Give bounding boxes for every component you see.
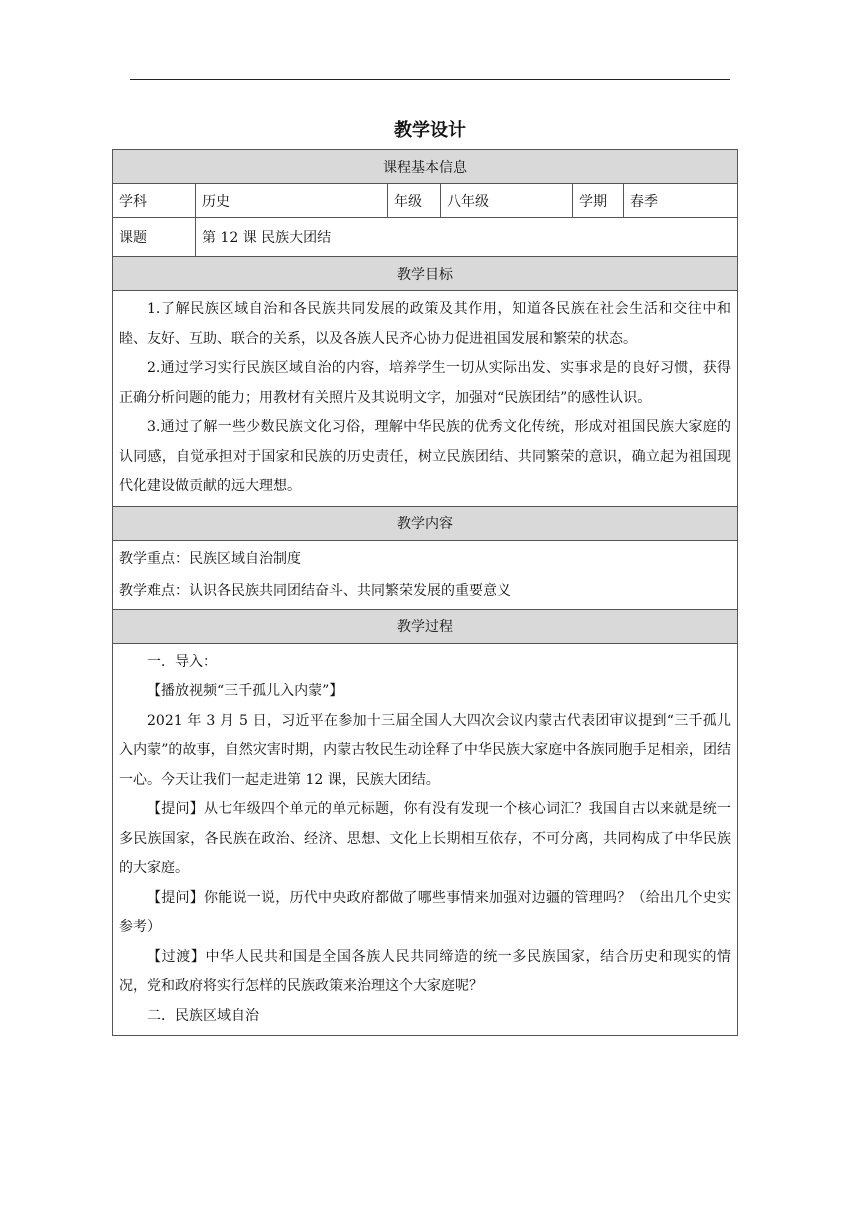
process-paragraph: 一．导入： [147,653,217,670]
goal-item: 1.了解民族区域自治和各民族共同发展的政策及其作用，知道各民族在社会生活和交往中和睦、友好、互助、联合的关系，以及各族人民齐心协力促进祖国发展和繁荣的状态。 [119,301,732,347]
grade-value: 八年级 [441,184,573,218]
process-paragraph: 【提问】从七年级四个单元的单元标题，你有没有发现一个核心词汇？我国自古以来就是统一多民族国家，各民族在政治、经济、思想、文化上长期相互依存，不可分离，共同构成了中华民族的大家庭。 [119,801,732,876]
content-cell [113,540,738,609]
key-point: 教学重点：民族区域自治制度 [119,550,301,567]
process-paragraph: 2021 年 3 月 5 日，习近平在参加十三届全国人大四次会议内蒙古代表团审议提到“三千孤儿入内蒙”的故事，自然灾害时期，内蒙古牧民生动诠释了中华民族大家庭中各族同胞手足相亲，团结一心。今天让我们一起走进第 12 课，民族大团结。 [119,712,732,788]
lesson-design-table [112,149,738,1036]
subject-value: 历史 [196,184,388,218]
section-header-content: 教学内容 [113,506,738,540]
section-header-goals: 教学目标 [113,257,738,291]
header-rule [130,79,730,80]
goal-item: 2.通过学习实行民族区域自治的内容，培养学生一切从实际出发、实事求是的良好习惯，获得正确分析问题的能力；用教材有关照片及其说明文字，加强对“民族团结”的感性认识。 [119,360,732,406]
difficult-point: 教学难点：认识各民族共同团结奋斗、共同繁荣发展的重要意义 [119,582,511,599]
term-label: 学期 [573,184,624,218]
process-cell [113,643,738,1036]
topic-value: 第 12 课 民族大团结 [196,218,738,257]
goals-cell [113,291,738,507]
process-paragraph: 二．民族区域自治 [147,1007,259,1024]
subject-label: 学科 [113,184,196,218]
document-title: 教学设计 [394,120,466,141]
grade-label: 年级 [388,184,441,218]
process-paragraph: 【播放视频“三千孤儿入内蒙”】 [147,683,344,699]
process-paragraph: 【过渡】中华人民共和国是全国各族人民共同缔造的统一多民族国家，结合历史和现实的情况，党和政府将实行怎样的民族政策来治理这个大家庭呢？ [119,948,732,994]
goal-item: 3.通过了解一些少数民族文化习俗，理解中华民族的优秀文化传统，形成对祖国民族大家庭的认同感，自觉承担对于国家和民族的历史责任，树立民族团结、共同繁荣的意识，确立起为祖国现代化建设做贡献的远大理想。 [119,419,732,494]
topic-label: 课题 [113,218,196,257]
term-value: 春季 [624,184,738,218]
process-paragraph: 【提问】你能说一说，历代中央政府都做了哪些事情来加强对边疆的管理吗？（给出几个史实参考） [119,889,732,935]
section-header-process: 教学过程 [113,609,738,643]
section-header-basic-info: 课程基本信息 [113,150,738,184]
